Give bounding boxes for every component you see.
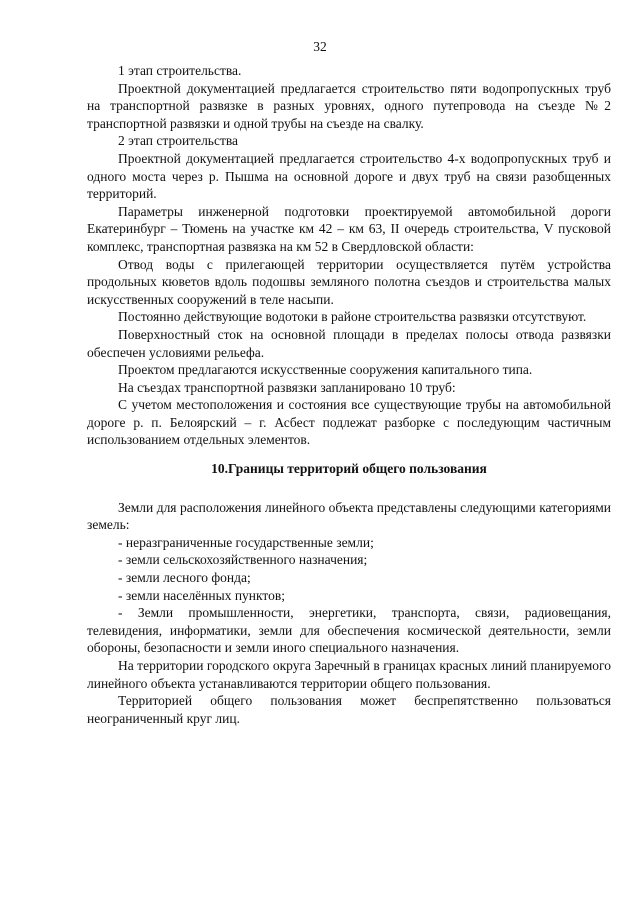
section-heading: 10.Границы территорий общего пользования <box>211 461 487 477</box>
document-body <box>87 62 611 727</box>
paragraph: Территорией общего пользования может беспрепятственно пользоваться неограниченный круг лиц. <box>87 693 611 726</box>
paragraph: Поверхностный сток на основной площади в пределах полосы отвода развязки обеспечен условиями рельефа. <box>87 326 611 360</box>
list-item: - земли лесного фонда; <box>118 570 251 586</box>
paragraph: На территории городского округа Заречный в границах красных линий планируемого линейного объекта устанавливаются территории общего пользования. <box>87 658 611 691</box>
stage-1-heading: 1 этап строительства. <box>118 63 242 78</box>
paragraph: Постоянно действующие водотоки в районе строительства развязки отсутствуют. <box>118 309 587 325</box>
list-item: - неразграниченные государственные земли; <box>118 534 374 550</box>
paragraph: Проектной документацией предлагается строительство 4-х водопропускных труб и одного моста через р. Пышма на основной дороге и двух труб на связи разобщенных территорий. <box>87 150 611 202</box>
list-item: - земли сельскохозяйственного назначения; <box>118 552 368 568</box>
page-number: 32 <box>313 39 327 54</box>
list-item: - Земли промышленности, энергетики, транспорта, связи, радиовещания, телевидения, информатики, земли для обеспечения космической деятельности, земли обороны, безопасности и земли иного специального назначения. <box>87 605 611 656</box>
paragraph: Параметры инженерной подготовки проектируемой автомобильной дороги Екатеринбург – Тюмень на участке км 42 – км 63, II очередь строительства, V пусковой комплекс, транспортная развязка на км 52 в Свердловской области: <box>87 203 611 254</box>
intro-paragraph: Земли для расположения линейного объекта представлены следующими категориями земель: <box>87 499 611 533</box>
paragraph: С учетом местоположения и состояния все существующие трубы на автомобильной дороге р. п. Белоярский – г. Асбест подлежат разборке с последующим частичным использованием отдельных элементов. <box>87 397 611 448</box>
paragraph: Проектной документацией предлагается строительство пяти водопропускных труб на транспортной развязке в разных уровнях, одного путепровода на съезде №2 транспортной развязки и одной трубы на съезде на свалку. <box>87 80 611 131</box>
paragraph: Отвод воды с прилегающей территории осуществляется путём устройства продольных кюветов вдоль подошвы земляного полотна съездов и строительства малых искусственных сооружений в теле насыпи. <box>87 256 611 307</box>
paragraph: На съездах транспортной развязки запланировано 10 труб: <box>118 379 456 395</box>
paragraph: Проектом предлагаются искусственные сооружения капитального типа. <box>118 362 533 378</box>
stage-2-heading: 2 этап строительства <box>118 133 239 149</box>
list-item: - земли населённых пунктов; <box>118 587 285 603</box>
